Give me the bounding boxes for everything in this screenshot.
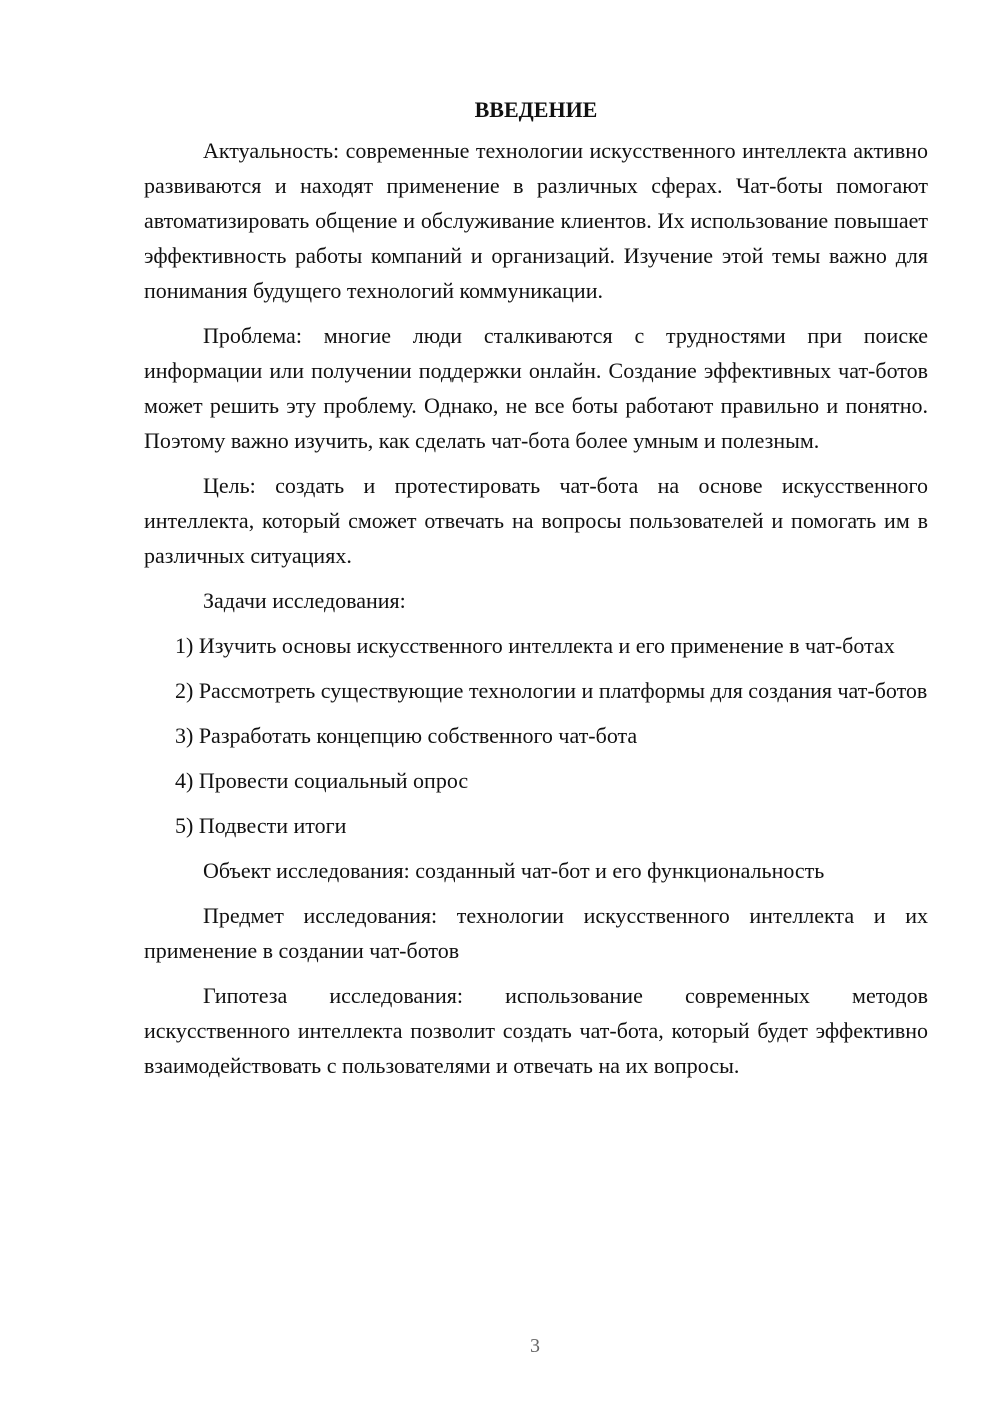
paragraph-relevance: Актуальность: современные технологии искусственного интеллекта активно развиваются и находят применение в различных сферах. Чат-боты помогают автоматизировать общение и обслуживание клиентов. Их использование повышает эффективность работы компаний и организаций. Изучение этой темы важно для понимания будущего технологий коммуникации. [144,138,928,303]
task-item-2: 2) Рассмотреть существующие технологии и платформы для создания чат-ботов [175,678,928,703]
task-item-5: 5) Подвести итоги [175,813,347,838]
document-body [144,92,928,1093]
paragraph-subject: Предмет исследования: технологии искусственного интеллекта и их применение в создании чат-ботов [144,903,928,963]
task-item-4: 4) Провести социальный опрос [175,768,469,793]
section-title: ВВЕДЕНИЕ [474,97,598,122]
task-item-1: 1) Изучить основы искусственного интеллекта и его применение в чат-ботах [175,633,895,658]
task-item-3: 3) Разработать концепцию собственного чат-бота [175,723,638,748]
paragraph-problem: Проблема: многие люди сталкиваются с трудностями при поиске информации или получении поддержки онлайн. Создание эффективных чат-ботов может решить эту проблему. Однако, не все боты работают правильно и понятно. Поэтому важно изучить, как сделать чат-бота более умным и полезным. [144,323,928,453]
paragraph-hypothesis: Гипотеза исследования: использование современных методов искусственного интеллекта позволит создать чат-бота, который будет эффективно взаимодействовать с пользователями и отвечать на их вопросы. [144,983,928,1078]
page-number: 3 [530,1335,540,1357]
tasks-heading: Задачи исследования: [203,588,406,613]
paragraph-goal: Цель: создать и протестировать чат-бота на основе искусственного интеллекта, который сможет отвечать на вопросы пользователей и помогать им в различных ситуациях. [144,473,928,568]
paragraph-object: Объект исследования: созданный чат-бот и его функциональность [203,858,825,883]
